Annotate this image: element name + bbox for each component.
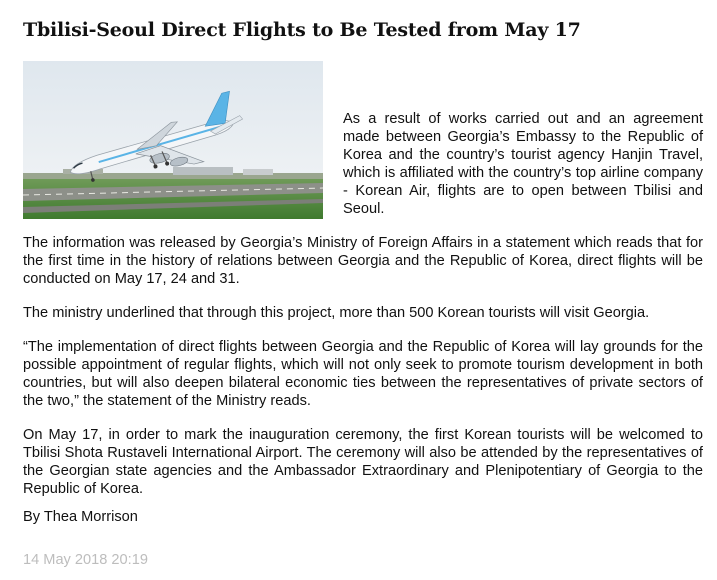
article-paragraph: As a result of works carried out and an agreement made between Georgia’s Embassy to the Republic of Korea and the country’s tourist agency Hanjin Travel, which is affiliated with the country’s top airline company - Korean Air, flights are to open between Tbilisi and Seoul. [343, 111, 703, 217]
article [23, 0, 703, 525]
article-title: Tbilisi-Seoul Direct Flights to Be Tested from May 17 [23, 19, 581, 41]
airplane-takeoff-photo-icon [23, 61, 323, 219]
article-paragraph: The ministry underlined that through this project, more than 500 Korean tourists will visit Georgia. [23, 305, 650, 321]
article-paragraph: The information was released by Georgia’s Ministry of Foreign Affairs in a statement which reads that for the first time in the history of relations between Georgia and the Republic of Korea, direct flights will be conducted on May 17, 24 and 31. [23, 235, 703, 287]
article-byline: By Thea Morrison [23, 509, 138, 525]
article-paragraph: On May 17, in order to mark the inauguration ceremony, the first Korean tourists will be welcomed to Tbilisi Shota Rustaveli International Airport. The ceremony will also be attended by the representatives of the Georgian state agencies and the Ambassador Extraordinary and Plenipotentiary of Georgia to the Republic of Korea. [23, 427, 703, 497]
article-photo [23, 61, 323, 219]
article-dateline: 14 May 2018 20:19 [23, 552, 148, 568]
article-paragraph: “The implementation of direct flights between Georgia and the Republic of Korea will lay grounds for the possible appointment of regular flights, which will not only seek to promote tourism development in both countries, but will also deepen bilateral economic ties between the representatives of private sectors of the two,” the statement of the Ministry reads. [23, 339, 703, 409]
